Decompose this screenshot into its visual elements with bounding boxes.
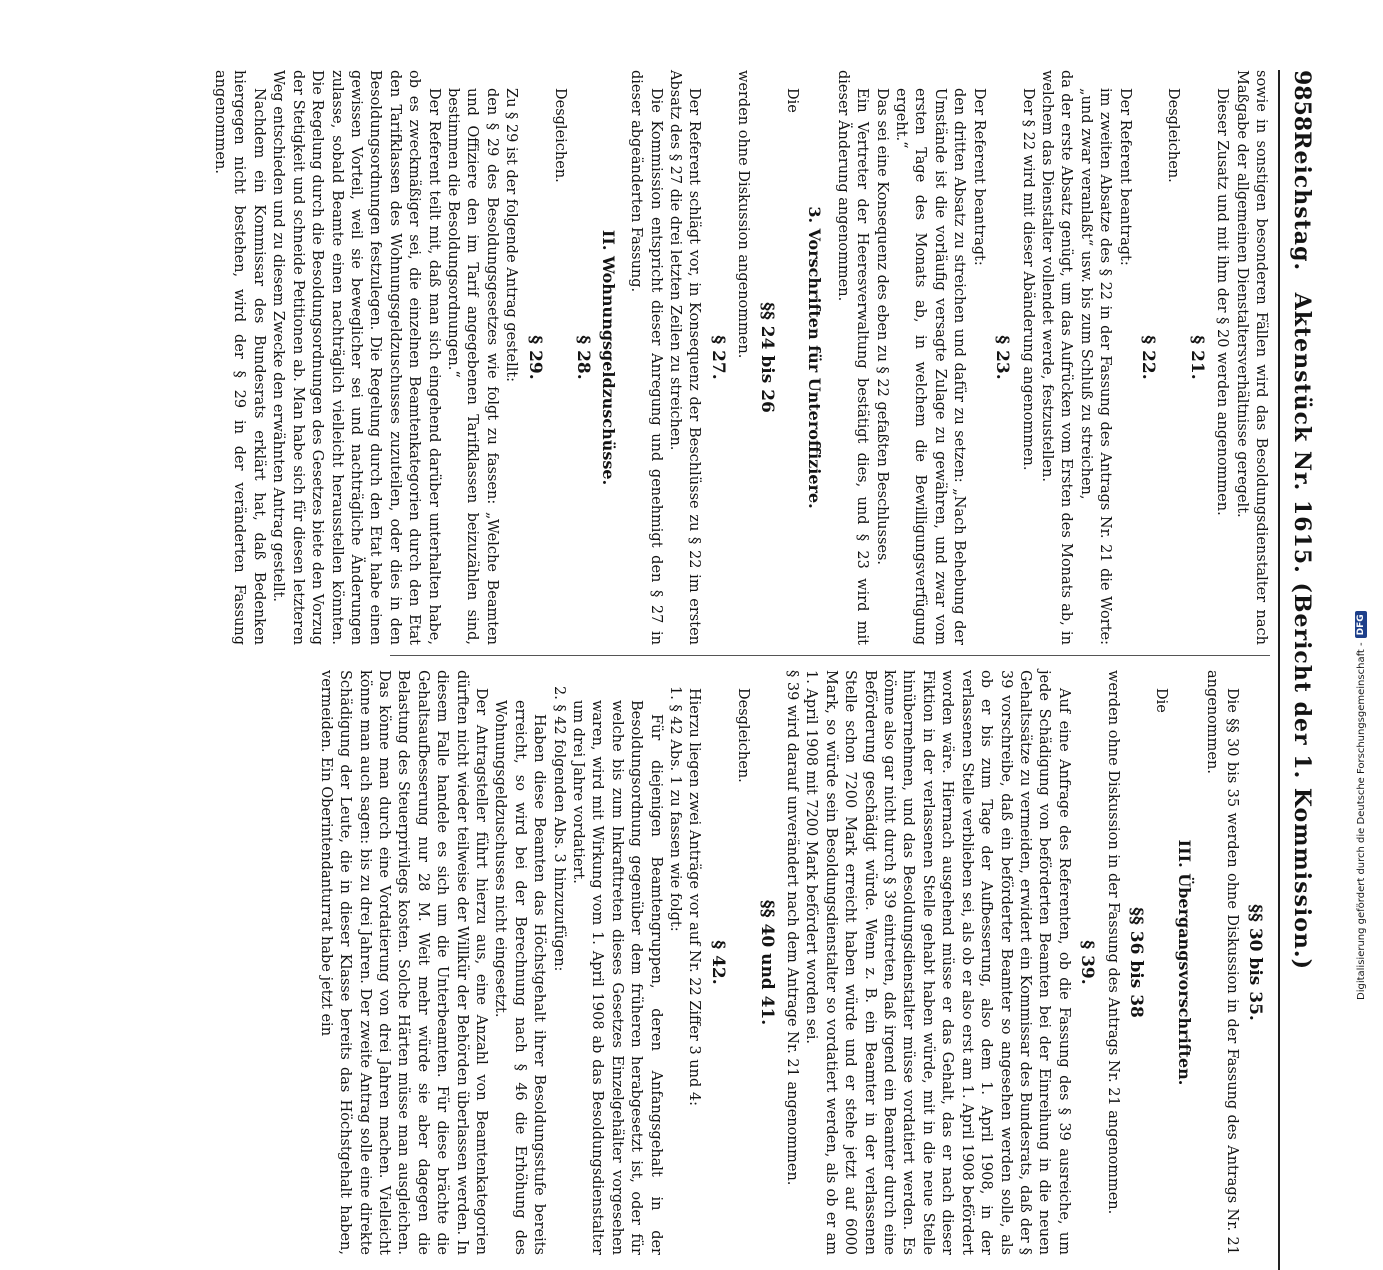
paragraph: Desgleichen. — [735, 688, 752, 783]
paragraph: Der Referent beantragt: — [970, 88, 987, 266]
document-subtitle: Aktenstück Nr. 1615. (Bericht der 1. Kommission.) — [1289, 292, 1315, 970]
section-heading: §§ 30 bis 35. — [1245, 904, 1265, 1021]
paragraph: Desgleichen. — [1165, 88, 1182, 183]
column-divider — [390, 655, 1270, 656]
paragraph: Hierzu liegen zwei Anträge vor auf Nr. 22 Ziffer 3 und 4: — [686, 688, 703, 1106]
paragraph: Die §§ 30 bis 35 werden ohne Diskussion in der Fassung des Antrags Nr. 21 angenommen. — [1204, 670, 1240, 1255]
chapter-heading: II. Wohnungsgeldzuschüsse. — [598, 229, 618, 486]
footer-credit-text: Digitalisierung gefördert durch die Deutsche Forschungsgemeinschaft - — [1355, 642, 1367, 1000]
list-item-body: Haben diese Beamten das Höchstgehalt ihrer Besoldungsstufe bereits erreicht, so wird bei der Berechnung nach § 46 die Erhöhung des Wohnungsgeldzuschusses nicht eingesetzt. — [492, 700, 548, 1255]
page-number: 9858 — [1289, 70, 1315, 132]
paragraph: Desgleichen. — [552, 88, 568, 183]
chapter-heading: 3. Vorschriften für Unteroffiziere. — [805, 206, 825, 509]
page-header — [1282, 70, 1322, 970]
paragraph: § 39 wird darauf unverändert nach dem Antrage Nr. 21 angenommen. — [784, 670, 801, 1186]
chapter-heading: III. Übergangsvorschriften. — [1174, 839, 1194, 1086]
paragraph: Dieser Zusatz und mit ihm der § 20 werden angenommen. — [1214, 88, 1231, 516]
paragraph: Das sei eine Konsequenz des eben zu § 22 gefaßten Beschlusses. — [873, 88, 890, 566]
paragraph: werden ohne Diskussion in der Fassung des Antrags Nr. 21 angenommen. — [1104, 670, 1121, 1215]
right-column — [317, 670, 1270, 1255]
paragraph: Der Referent schlägt vor, in Konsequenz der Beschlüsse zu § 22 im ersten Absatz des § 27 die drei letzten Zeilen zu streichen. — [667, 70, 703, 645]
header-rule — [1278, 70, 1280, 1270]
list-item: 1. § 42 Abs. 1 zu fassen wie folgt: — [667, 686, 684, 932]
paragraph: Die — [1153, 688, 1170, 713]
list-item-body: Für diejenigen Beamtengruppen, deren Anfangsgehalt in der Besoldungsordnung gegenüber dem früheren herabgesetzt ist, oder für welche bis zum Inkrafttreten dieses Gesetzes Einzelgehälter vorgesehen waren, wird mit Wirkung vom 1. April 1908 ab das Besoldungsdienstalter um drei Jahre vordatiert. — [570, 700, 664, 1255]
motion-quote: im zweiten Absatze des § 22 in der Fassung des Antrags Nr. 21 die Worte: „und zwar veranlaßt“ usw. bis zum Schluß zu streichen, — [1077, 88, 1114, 645]
paragraph: Der § 22 wird mit dieser Abänderung angenommen. — [1019, 88, 1036, 471]
section-heading: § 23. — [992, 335, 1013, 380]
paragraph: da der erste Absatz genügt, um das Aufrücken vom Ersten des Monats ab, in welchem das Dienstalter vollendet werde, festzustellen. — [1038, 70, 1075, 645]
section-heading: § 28. — [573, 335, 594, 380]
left-column — [212, 70, 1270, 645]
paragraph: Der Antragsteller führt hierzu aus, eine Anzahl von Beamtenkategorien dürften nicht wieder teilweise der Willkür der Behörden überlassen werden. In diesem Falle handele es sich um die Unterbeamten. Für diese brächte die Gehaltsaufbesserung nur 28 M. Weit mehr würde sie aber dagegen die Belastung des Steuerprivilegs kosten. Solche Härten müsse man ausgleichen. Das könne man durch eine Vordatierung von drei Jahren machen. Vielleicht könne man auch sagen: bis zu drei Jahren. Der zweite Antrag solle eine direkte Schädigung der Leute, die in dieser Klasse bereits das Höchstgehalt haben, vermeiden. Ein Oberintendanturrat habe jetzt ein — [317, 670, 489, 1255]
paragraph: Der Referent teilt mit, daß man sich eingehend darüber unterhalten habe, ob es zweckmäßiger sei, die einzelnen Beamtenkategorien durch den Etat den Tarifklassen des Wohnungsgeldzuschusses zuzuteilen, oder dies in den Besoldungsordnungen festzulegen. Die Regelung durch den Etat habe einen gewissen Vorteil, weil sie beweglicher sei und nachträgliche Änderungen zulasse, sobald Beamte einen nachträglich vielleicht herausstellen könnten. Die Regelung durch die Besoldungsordnungen des Gesetzes biete den Vorzug der Stetigkeit und schneide Petitionen ab. Man habe sich für diesen letzteren Weg entschieden und zu diesem Zwecke den erwähnten Antrag gestellt. — [270, 70, 442, 645]
motion-quote: den dritten Absatz zu streichen und dafür zu setzen: „Nach Behebung der Umstände ist die vorläufig versagte Zulage zu gewähren, und zwar vom ersten Tage des Monats ab, in welchem die Bewilligungsverfügung ergeht.“ — [893, 88, 968, 645]
paragraph: Die Kommission entspricht dieser Anregung und genehmigt den § 27 in dieser abgeänderten Fassung. — [628, 70, 664, 645]
paragraph: Der Referent beantragt: — [1116, 88, 1133, 266]
paragraph: Auf eine Anfrage des Referenten, ob die Fassung des § 39 ausreiche, um jede Schädigung von beförderten Beamten bei der Einreihung in die neuen Gehaltssätze zu vermeiden, erwidert ein Kommissar des Bundesrats, daß der § 39 vorschreibe, daß ein beförderter Beamter so angesehen werden solle, als ob er bis zum Tage der Aufbesserung, also dem 1. April 1908, in der verlassenen Stelle verblieben sei, als ob er also erst am 1. April 1908 befördert worden wäre. Hiernach ausgehend müsse er das Gehalt, das er nach dieser Fiktion in der verlassenen Stelle gehabt haben würde, mit in die neue Stelle hinübernehmen, und das Besoldungsdienstalter müsse vordatiert werden. Es könne also gar nicht durch § 39 eintreten, daß irgend ein Beamter durch eine Beförderung geschädigt würde. Wenn z. B. ein Beamter in der verlassenen Stelle schon 7200 Mark erreicht haben würde und er stehe jetzt auf 6000 Mark, so würde sein Besoldungsdienstalter so vordatiert werden, als ob er am 1. April 1908 mit 7200 Mark befördert worden sei. — [803, 670, 1072, 1255]
running-title: Reichstag. — [1289, 131, 1315, 272]
paragraph: Zu § 29 ist der folgende Antrag gestellt: — [503, 88, 520, 383]
section-heading: §§ 40 und 41. — [756, 899, 777, 1026]
paragraph: Die — [784, 88, 801, 113]
list-item: 2. § 42 folgenden Abs. 3 hinzuzufügen: — [550, 686, 567, 972]
paragraph: Nachdem ein Kommissar des Bundesrats erklärt hat, daß Bedenken hiergegen nicht bestehen, wird der § 29 in der veränderten Fassung angenommen. — [212, 70, 267, 645]
section-heading: § 29. — [524, 335, 545, 380]
motion-quote: den § 29 des Besoldungsgesetzes wie folgt zu fassen: „Welche Beamten und Offiziere den im Tarif angegebenen Tarifklassen beizuzählen sind, bestimmen die Besoldungsordnungen.“ — [444, 88, 500, 645]
paragraph: sowie in sonstigen besonderen Fällen wird das Besoldungsdienstalter nach Maßgabe der allgemeinen Dienstaltersverhältnisse geregelt. — [1233, 70, 1269, 645]
section-heading: §§ 36 bis 38 — [1125, 907, 1146, 1018]
section-heading: § 22. — [1137, 335, 1158, 380]
dfg-logo: DFG — [1355, 611, 1367, 638]
section-heading: §§ 24 bis 26 — [756, 302, 777, 413]
section-heading: § 21. — [1186, 335, 1207, 380]
paragraph: werden ohne Diskussion angenommen. — [735, 70, 752, 359]
digitization-footer — [1355, 611, 1367, 1000]
section-heading: § 27. — [707, 335, 728, 380]
section-heading: § 42. — [707, 940, 728, 985]
paragraph: Ein Vertreter der Heeresverwaltung bestätigt dies, und § 23 wird mit dieser Änderung angenommen. — [834, 70, 871, 645]
section-heading: § 39. — [1077, 940, 1098, 985]
